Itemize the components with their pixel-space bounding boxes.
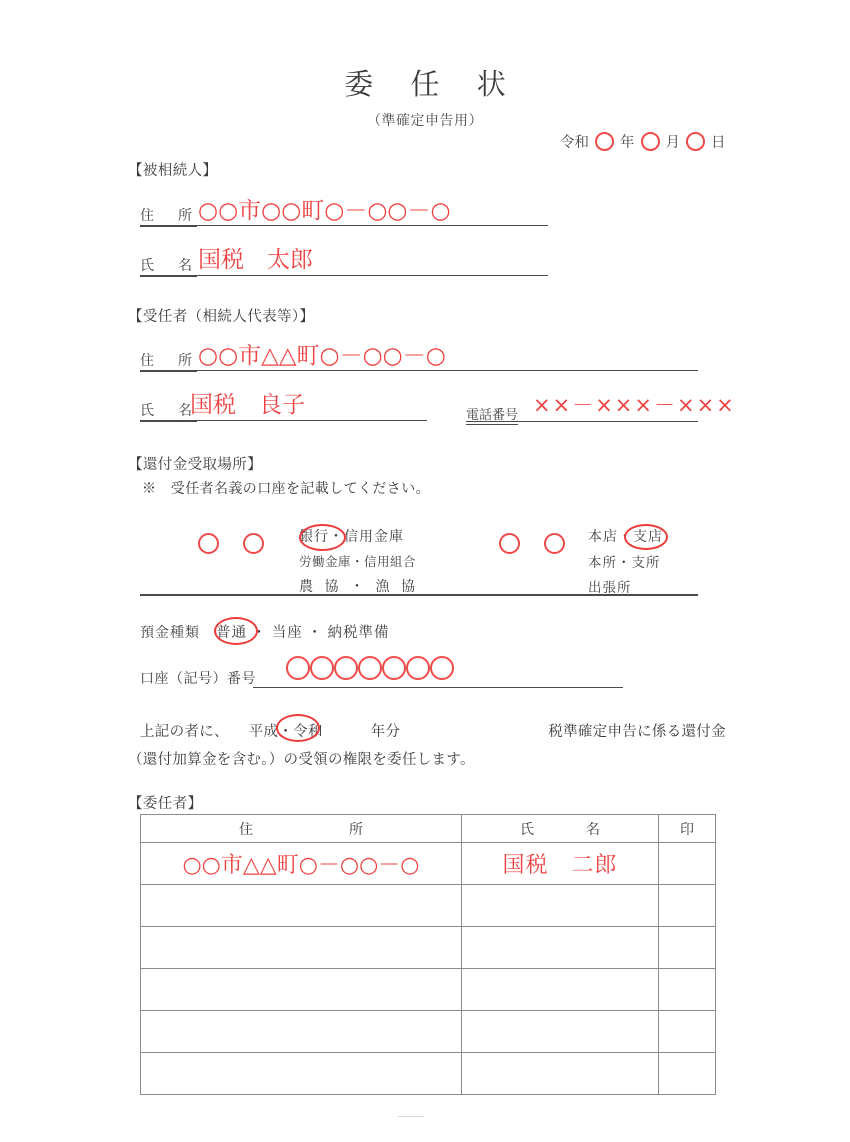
cell-name[interactable] [462,885,659,927]
trustee-address-label: 住 所 [140,350,197,372]
refund-account-note: ※ 受任者名義の口座を記載してください。 [142,482,430,497]
section-heading-refund-account: 【還付金受取場所】 [128,457,263,473]
account-number-label: 口座（記号）番号 [140,672,256,687]
branch-opt-line2[interactable]: 本所・支所 [588,555,661,570]
cell-name[interactable] [462,1053,659,1095]
cell-address[interactable] [141,1053,462,1095]
cell-address[interactable]: ○○市△△町○－○○－○ [141,843,462,885]
deposit-opt-futsu[interactable]: 普通 [216,625,247,641]
decedent-name-label: 氏 名 [140,255,197,277]
date-day-unit: 日 [711,135,726,151]
cell-name[interactable]: 国税 二郎 [462,843,659,885]
decedent-name-rule [140,275,548,276]
bank-block-rule [140,594,698,596]
branch-name-circle-2[interactable] [544,533,565,554]
date-era-label: 令和 [560,135,589,151]
account-number-value[interactable] [286,656,454,680]
account-digit-circle[interactable] [286,656,310,680]
branch-name-circle-1[interactable] [499,533,520,554]
trustee-address-value[interactable]: ○○市△△町○－○○－○ [198,343,446,369]
institution-name-circle-1[interactable] [198,533,219,554]
table-header-row [141,815,716,843]
institution-opt-shinkin[interactable]: 信用金庫 [344,530,404,545]
statement-line-1 [140,720,726,741]
column-header-seal: 印 [659,815,716,843]
statement-tail: 税準確定申告に係る還付金 [548,724,726,740]
branch-opt-line3[interactable]: 出張所 [588,580,632,595]
table-row[interactable] [141,1011,716,1053]
cell-address[interactable] [141,969,462,1011]
cell-address[interactable] [141,927,462,969]
trustee-name-value[interactable]: 国税 良子 [190,392,305,418]
account-digit-circle[interactable] [430,656,454,680]
trustee-phone-rule [466,421,698,422]
date-day-circle[interactable] [686,132,705,151]
date-month-circle[interactable] [641,132,660,151]
table-row[interactable] [141,969,716,1011]
deposit-sep-2: ・ [307,625,323,641]
table-row[interactable] [141,927,716,969]
statement-year-unit: 年分 [370,724,401,740]
account-digit-circle[interactable] [406,656,430,680]
section-heading-trustee: 【受任者（相続人代表等）】 [128,309,315,325]
account-number-rule [253,687,623,688]
cell-seal[interactable] [659,885,716,927]
decedent-name-value[interactable]: 国税 太郎 [198,247,313,273]
cell-name[interactable] [462,969,659,1011]
cell-seal[interactable] [659,969,716,1011]
institution-sep-1: ・ [329,530,344,545]
branch-options[interactable] [588,525,663,600]
column-header-name: 氏 名 [462,815,659,843]
cell-seal[interactable] [659,843,716,885]
page-subtitle: （準確定申告用） [367,114,483,129]
account-digit-circle[interactable] [334,656,358,680]
column-header-address: 住 所 [141,815,462,843]
delegators-table [140,814,716,1095]
statement-era-heisei[interactable]: 平成 [248,724,279,740]
decedent-address-value[interactable]: ○○市○○町○－○○－○ [198,198,451,224]
cell-name[interactable] [462,927,659,969]
page-bottom-mark [398,1116,424,1117]
account-digit-circle[interactable] [382,656,406,680]
account-digit-circle[interactable] [310,656,334,680]
deposit-type-label: 預金種類 [140,626,200,641]
trustee-phone-label: 電話番号 [466,404,518,425]
section-heading-decedent: 【被相続人】 [128,163,218,179]
cell-seal[interactable] [659,1011,716,1053]
institution-opt-bank[interactable]: 銀行 [299,530,329,545]
institution-options[interactable] [299,525,419,600]
date-month-unit: 月 [665,135,680,151]
table-row[interactable] [141,885,716,927]
decedent-address-rule [140,225,548,226]
cell-seal[interactable] [659,927,716,969]
institution-opt-line2[interactable]: 労働金庫・信用組合 [299,555,417,569]
trustee-name-label: 氏 名 [140,400,197,422]
table-row[interactable] [141,1053,716,1095]
trustee-address-rule [140,370,698,371]
deposit-opt-nozei[interactable]: 納税準備 [327,625,390,641]
deposit-sep-1: ・ [251,625,268,641]
cell-address[interactable] [141,885,462,927]
branch-sep-1: ・ [618,530,633,545]
branch-opt-shiten[interactable]: 支店 [633,530,663,545]
account-digit-circle[interactable] [358,656,382,680]
cell-seal[interactable] [659,1053,716,1095]
date-year-circle[interactable] [595,132,614,151]
table-row[interactable] [141,843,716,885]
section-heading-delegators: 【委任者】 [128,796,203,812]
date-year-unit: 年 [620,135,635,151]
institution-opt-line3[interactable]: 農 協 ・ 漁 協 [299,580,419,595]
decedent-address-label: 住 所 [140,205,197,227]
statement-prefix: 上記の者に、 [140,724,229,740]
trustee-phone-value[interactable]: ××－×××－××× [533,393,736,417]
statement-line-2: （還付加算金を含む。）の受領の権限を委任します。 [128,752,475,768]
statement-era-sep: ・ [278,724,294,740]
deposit-type-options[interactable] [216,621,390,642]
cell-address[interactable] [141,1011,462,1053]
statement-era-reiwa[interactable]: 令和 [293,724,323,740]
cell-name[interactable] [462,1011,659,1053]
page-title: 委 任 状 [344,69,521,101]
institution-name-circle-2[interactable] [243,533,264,554]
branch-opt-honten[interactable]: 本店 [588,530,618,545]
trustee-name-rule [140,420,427,421]
date-line [560,131,726,152]
deposit-opt-toza[interactable]: 当座 [271,625,303,641]
